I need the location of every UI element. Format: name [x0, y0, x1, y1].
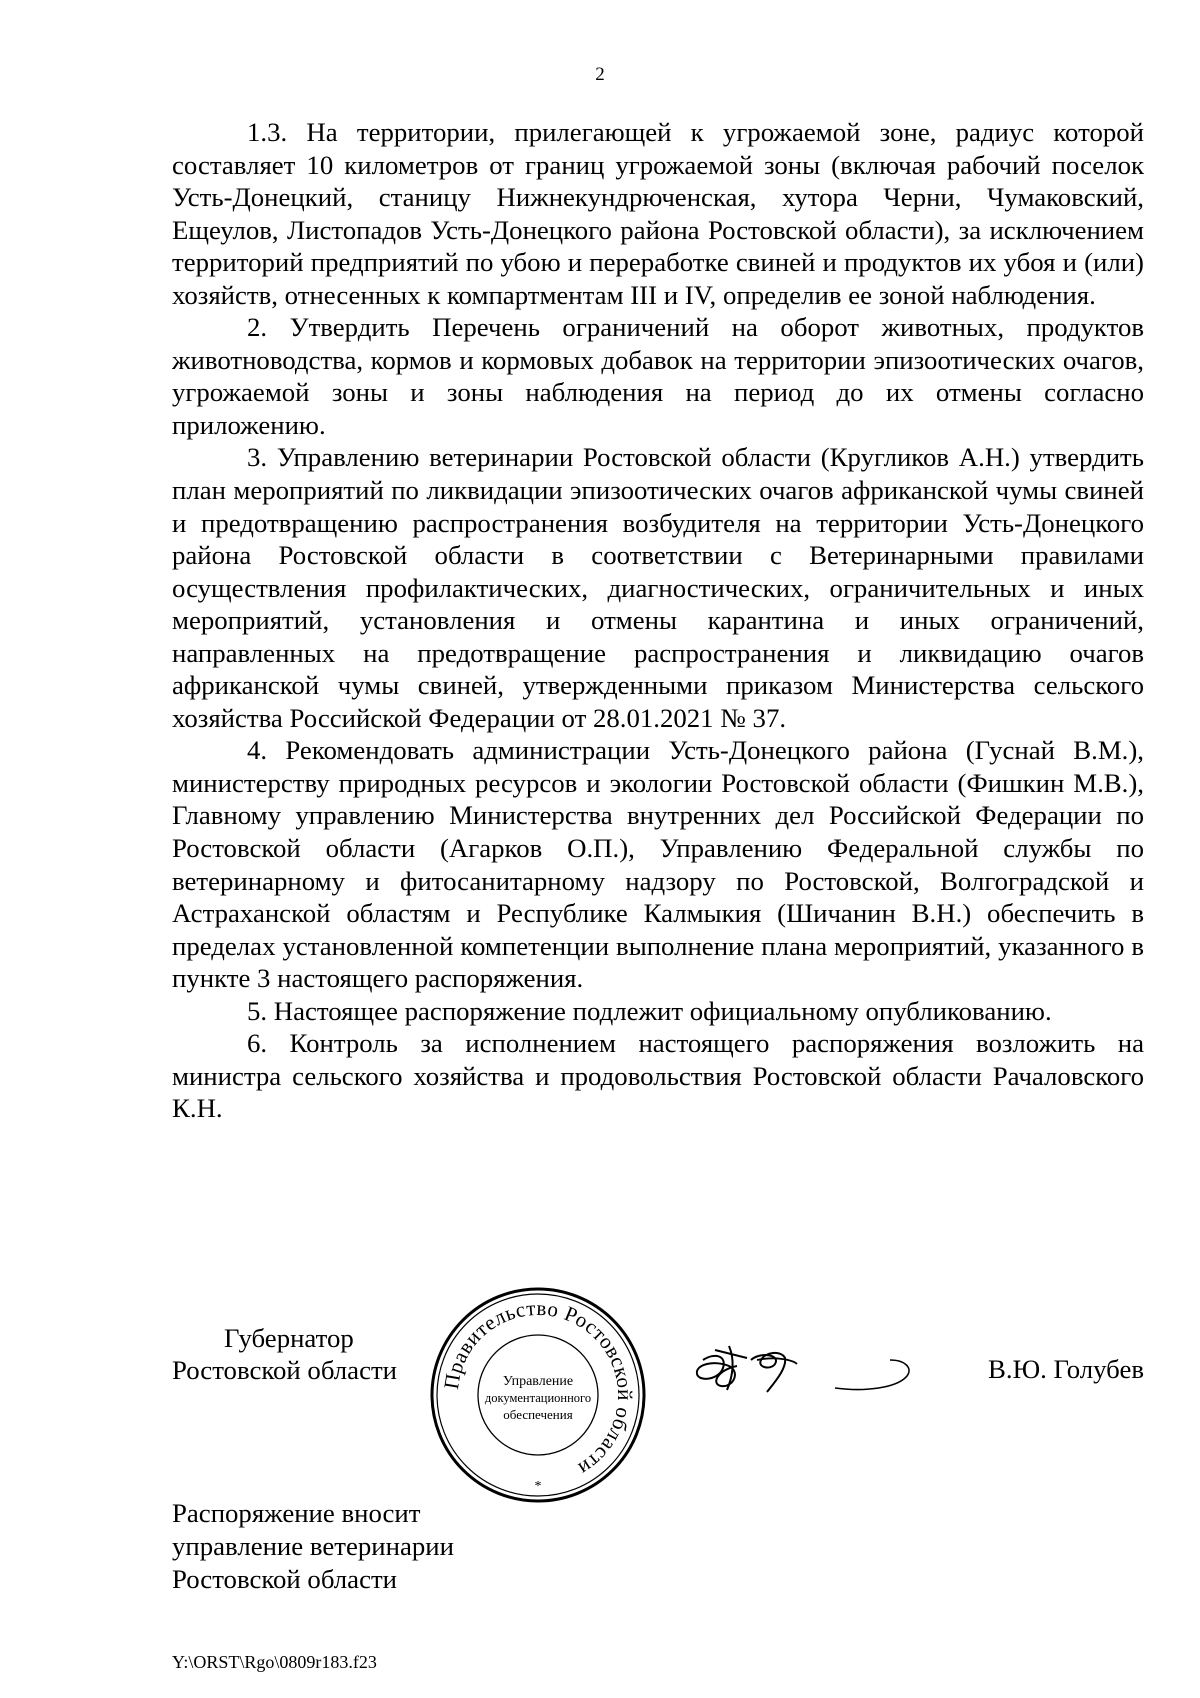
official-seal [426, 1283, 650, 1507]
seal-inner-line-1: Управление [502, 1374, 574, 1389]
paragraph-4: 4. Рекомендовать администрации Усть-Донецкого района (Гуснай В.М.), министерству природных ресурсов и экологии Ростовской области (Фишкин М.В.), Главному управлению Министерства внутренних дел Российской Федерации по Ростовской области (Агарков О.П.), Управлению Федеральной службы по ветеринарному и фитосанитарному надзору по Ростовской, Волгоградской и Астраханской областям и Республике Калмыкия (Шичанин В.Н.) обеспечить в пределах установленной компетенции выполнение плана мероприятий, указанного в пункте 3 настоящего распоряжения. [172, 735, 1144, 994]
file-path: Y:\ORST\Rgo\0809r183.f23 [172, 1652, 377, 1672]
seal-inner-line-2: документационного [484, 1391, 592, 1405]
position-region: Ростовской области [172, 1355, 398, 1385]
paragraph-2: 2. Утвердить Перечень ограничений на оборот животных, продуктов животноводства, кормов и кормовых добавок на территории эпизоотических очагов, угрожаемой зоны и зоны наблюдения на период до их отмены согласно приложению. [172, 312, 1144, 440]
paragraph-6: 6. Контроль за исполнением настоящего распоряжения возложить на министра сельского хозяйства и продовольствия Ростовской области Рачаловского К.Н. [172, 1028, 1144, 1124]
signatory-position [172, 1322, 397, 1386]
signer-name: В.Ю. Голубев [988, 1354, 1144, 1384]
submitter-line-2: управление ветеринарии [172, 1531, 454, 1561]
document-body [172, 116, 1144, 1125]
seal-star-icon: * [534, 1479, 542, 1494]
seal-inner-line-3: обеспечения [503, 1407, 573, 1422]
position-title: Губернатор [224, 1323, 354, 1353]
paragraph-5: 5. Настоящее распоряжение подлежит официальному опубликованию. [247, 995, 1052, 1026]
submitter-note [172, 1497, 454, 1596]
submitter-line-1: Распоряжение вносит [172, 1498, 421, 1528]
paragraph-3: 3. Управлению ветеринарии Ростовской области (Кругликов А.Н.) утвердить план мероприятий по ликвидации эпизоотических очагов африканской чумы свиней и предотвращению распространения возбудителя на территории Усть-Донецкого района Ростовской области в соответствии с Ветеринарными правилами осуществления профилактических, диагностических, ограничительных и иных мероприятий, установления и отмены карантина и иных ограничений, направленных на предотвращение распространения и ликвидацию очагов африканской чумы свиней, утвержденными приказом Министерства сельского хозяйства Российской Федерации от 28.01.2021 № 37. [172, 442, 1144, 733]
seal-outer-text: Правительство Ростовской области [439, 1295, 638, 1482]
page-number: 2 [595, 64, 605, 85]
submitter-line-3: Ростовской области [172, 1564, 398, 1594]
paragraph-1-3: 1.3. На территории, прилегающей к угрожаемой зоне, радиус которой составляет 10 километров от границ угрожаемой зоны (включая рабочий поселок Усть-Донецкий, станицу Нижнекундрюченская, хутора Черни, Чумаковский, Ещеулов, Листопадов Усть-Донецкого района Ростовской области), за исключением территорий предприятий по убою и переработке свиней и продуктов их убоя и (или) хозяйств, отнесенных к компартментам III и IV, определив ее зоной наблюдения. [172, 117, 1144, 310]
handwritten-signature [685, 1330, 930, 1410]
